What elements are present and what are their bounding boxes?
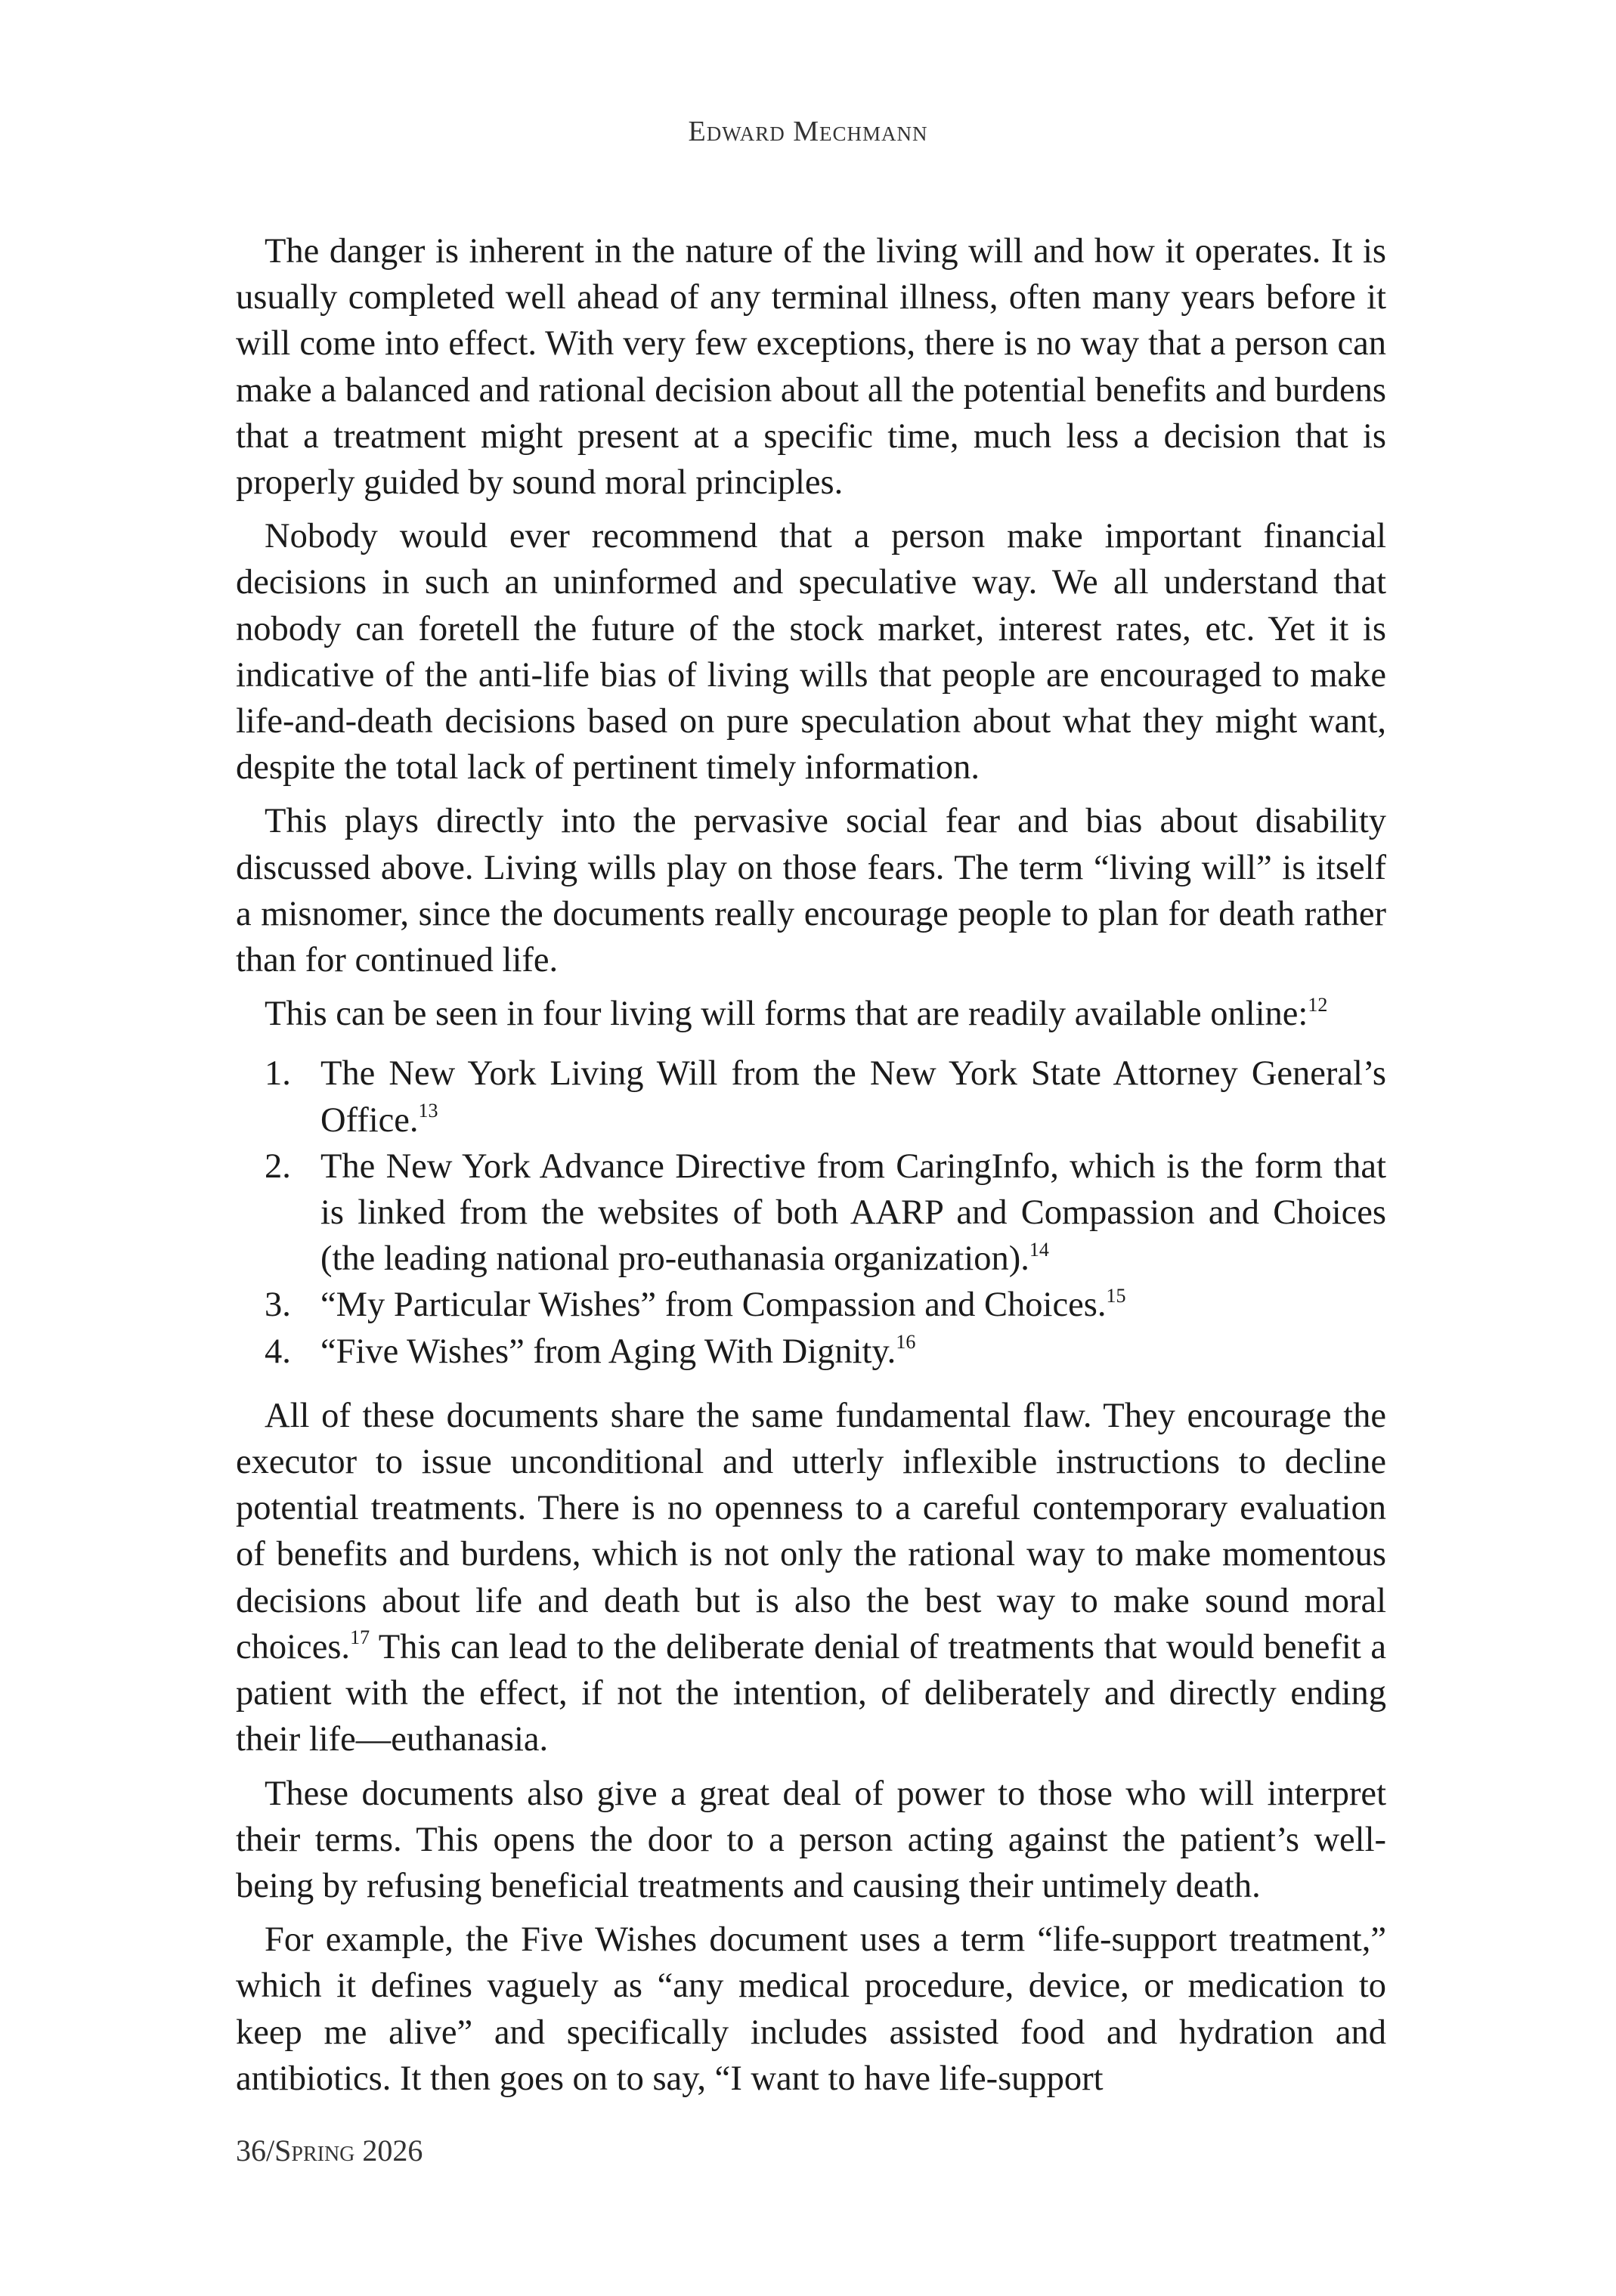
issue-season: Spring xyxy=(274,2134,355,2168)
page-number: 36/ xyxy=(236,2134,275,2168)
list-item-text: “My Particular Wishes” from Compassion and Choices. xyxy=(320,1286,1107,1325)
paragraph-6: These documents also give a great deal of power to those who will interpret their terms. This opens the door to a person acting against the patient’s well-being by refusing beneficial treatments and causing their untimely death. xyxy=(236,1774,1386,1905)
paragraph-5-text-b: This can lead to the deliberate denial of treatments that would benefit a patient with the effect, if not the intention, of deliberately and directly ending their life—euthanasia. xyxy=(236,1627,1386,1759)
page-folio xyxy=(236,2133,423,2168)
running-head: Edward Mechmann xyxy=(688,116,928,147)
list-item-text: The New York Living Will from the New York State Attorney General’s Office. xyxy=(320,1054,1386,1140)
list-item-text: “Five Wishes” from Aging With Dignity. xyxy=(320,1332,896,1371)
paragraph-2: Nobody would ever recommend that a person make important financial decisions in such an uninformed and speculative way. We all understand that nobody can foretell the future of the stock market, interest rates, etc. Yet it is indicative of the anti-life bias of living wills that people are encouraged to make life-and-death decisions based on pure speculation about what they might want, despite the total lack of pertinent timely information. xyxy=(236,517,1386,788)
list-item xyxy=(236,1051,1386,1143)
list-item xyxy=(236,1282,1386,1328)
paragraph-4 xyxy=(236,991,1386,1037)
list-item xyxy=(236,1143,1386,1283)
paragraph-4-text: This can be seen in four living will forms that are readily available online: xyxy=(265,995,1308,1034)
footnote-ref-15[interactable]: 15 xyxy=(1106,1284,1126,1307)
list-item xyxy=(236,1329,1386,1375)
list-item-number: 1. xyxy=(265,1054,291,1094)
paragraph-5-text-a: All of these documents share the same fundamental flaw. They encourage the executor to issue unconditional and utterly inflexible instructions to decline potential treatments. There is no openness to a careful contemporary evaluation of benefits and burdens, which is not only the rational way to make momentous decisions about life and death but is also the best way to make sound moral choices. xyxy=(236,1396,1386,1666)
footnote-ref-14[interactable]: 14 xyxy=(1029,1238,1049,1261)
paragraph-5 xyxy=(236,1393,1386,1763)
paragraph-3: This plays directly into the pervasive social fear and bias about disability discussed above. Living wills play on those fears. The term “living will” is itself a misnomer, since the documents really encourage people to plan for death rather than for continued life. xyxy=(236,802,1386,980)
issue-year: 2026 xyxy=(354,2134,423,2168)
list-item-number: 2. xyxy=(265,1146,291,1186)
footnote-ref-16[interactable]: 16 xyxy=(896,1331,916,1354)
paragraph-1: The danger is inherent in the nature of the living will and how it operates. It is usually completed well ahead of any terminal illness, often many years before it will come into effect. With very few exceptions, there is no way that a person can make a balanced and rational decision about all the potential benefits and burdens that a treatment might present at a specific time, much less a decision that is properly guided by sound moral principles. xyxy=(236,232,1386,503)
footnote-ref-13[interactable]: 13 xyxy=(418,1100,438,1122)
footnote-ref-17[interactable]: 17 xyxy=(350,1626,370,1649)
list-item-number: 4. xyxy=(265,1332,291,1371)
article-body xyxy=(236,228,1386,2109)
living-will-forms-list xyxy=(236,1051,1386,1374)
paragraph-7: For example, the Five Wishes document uses a term “life-support treatment,” which it defines vaguely as “any medical procedure, device, or medication to keep me alive” and specifically includes assisted food and hydration and antibiotics. It then goes on to say, “I want to have life-support xyxy=(236,1920,1386,2098)
list-item-text: The New York Advance Directive from CaringInfo, which is the form that is linked from the websites of both AARP and Compassion and Choices (the leading national pro-euthanasia organization). xyxy=(320,1146,1386,1279)
footnote-ref-12[interactable]: 12 xyxy=(1308,993,1328,1016)
list-item-number: 3. xyxy=(265,1286,291,1325)
